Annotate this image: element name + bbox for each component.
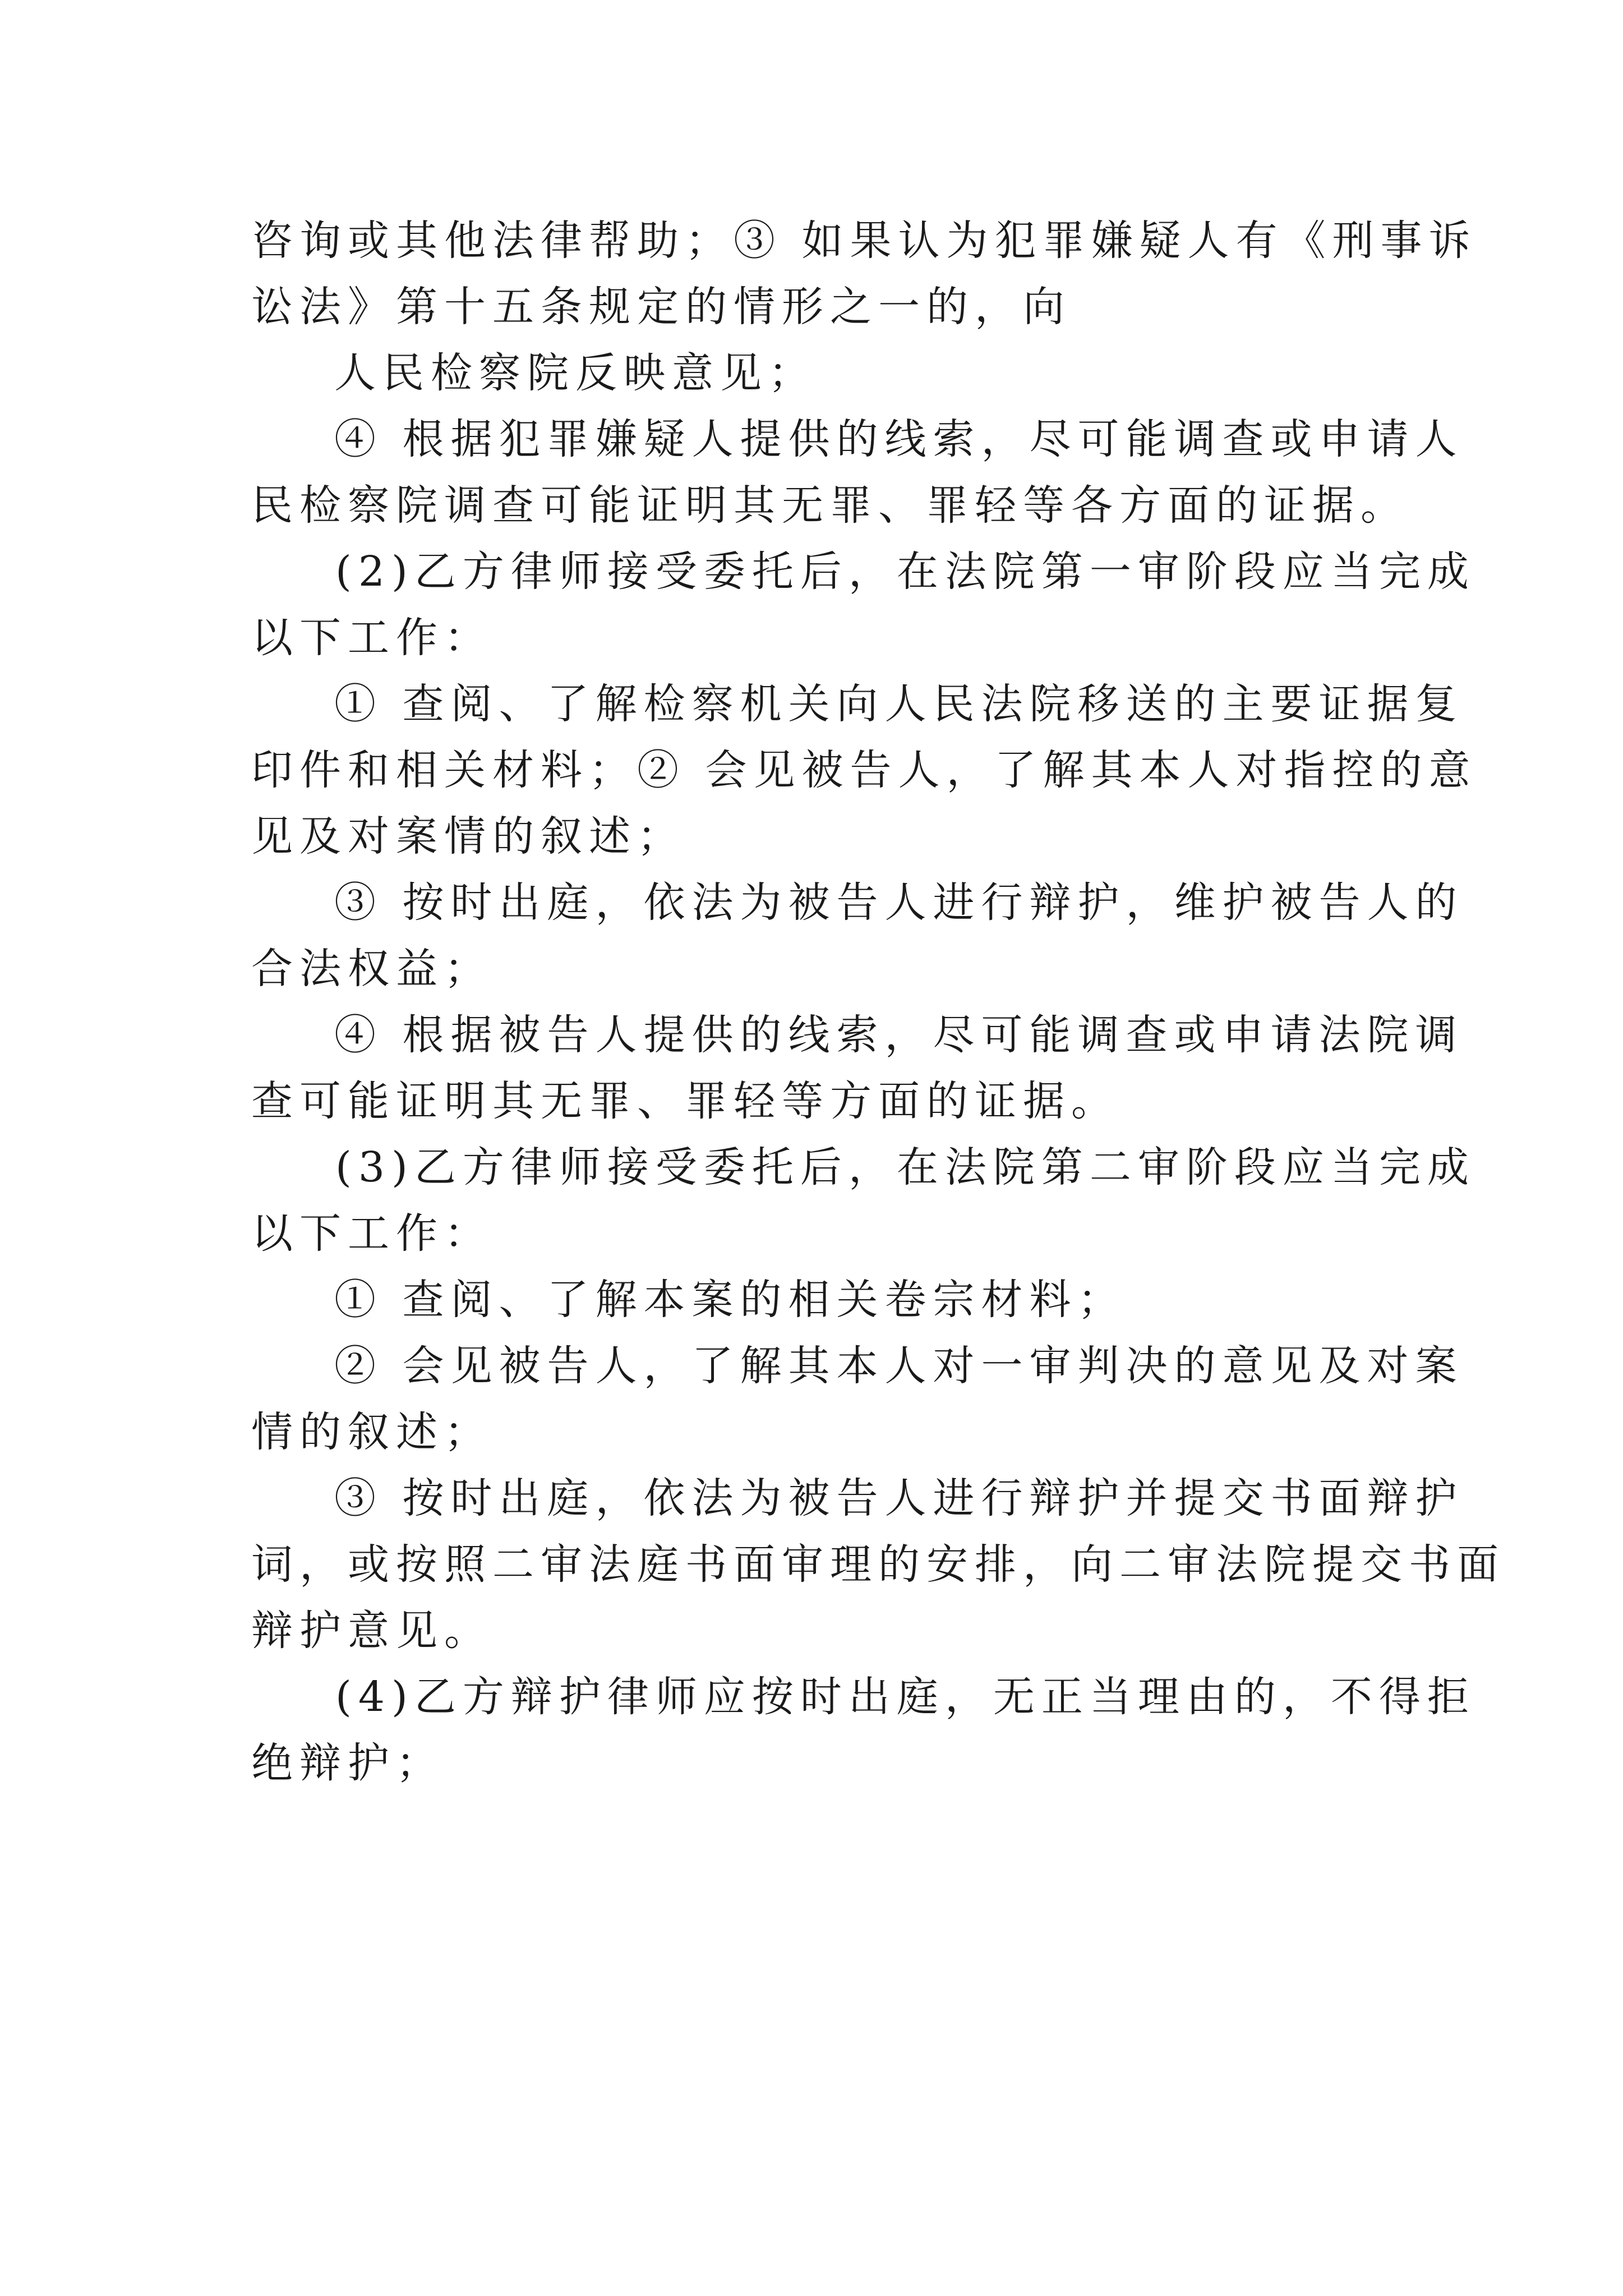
text-line: ④ 根据犯罪嫌疑人提供的线索，尽可能调查或申请人 (334, 415, 1464, 463)
text-line: ④ 根据被告人提供的线索，尽可能调查或申请法院调 (334, 1011, 1464, 1059)
text-line: (4)乙方辩护律师应按时出庭，无正当理由的，不得拒 (335, 1673, 1476, 1721)
text-line: 绝辩护； (251, 1739, 444, 1787)
text-line: ② 会见被告人，了解其本人对一审判决的意见及对案 (334, 1342, 1464, 1390)
text-line: 查可能证明其无罪、罪轻等方面的证据。 (251, 1077, 1119, 1125)
text-line: 词，或按照二审法庭书面审理的安排，向二审法院提交书面 (251, 1540, 1505, 1589)
text-line: 情的叙述； (251, 1408, 492, 1456)
text-line: 人民检察院反映意见； (334, 349, 817, 397)
text-line: ③ 按时出庭，依法为被告人进行辩护，维护被告人的 (334, 878, 1464, 927)
text-line: ① 查阅、了解本案的相关卷宗材料； (334, 1276, 1126, 1324)
text-line: 讼法》第十五条规定的情形之一的，向 (251, 283, 1071, 331)
text-line: ③ 按时出庭，依法为被告人进行辩护并提交书面辩护 (334, 1474, 1464, 1522)
text-line: (3)乙方律师接受委托后，在法院第二审阶段应当完成 (335, 1143, 1476, 1191)
text-line: (2)乙方律师接受委托后，在法院第一审阶段应当完成 (335, 547, 1476, 596)
document-body (251, 208, 1505, 1796)
text-line: 以下工作： (251, 614, 492, 662)
text-line: 合法权益； (251, 945, 492, 993)
text-line: 民检察院调查可能证明其无罪、罪轻等各方面的证据。 (251, 481, 1409, 530)
text-line: 见及对案情的叙述； (251, 812, 685, 861)
text-line: 以下工作： (251, 1209, 492, 1258)
text-line: 咨询或其他法律帮助；③ 如果认为犯罪嫌疑人有《刑事诉 (251, 217, 1477, 265)
text-line: ① 查阅、了解检察机关向人民法院移送的主要证据复 (334, 680, 1464, 728)
text-line: 辩护意见。 (251, 1607, 492, 1655)
text-line: 印件和相关材料；② 会见被告人，了解其本人对指控的意 (251, 746, 1477, 794)
